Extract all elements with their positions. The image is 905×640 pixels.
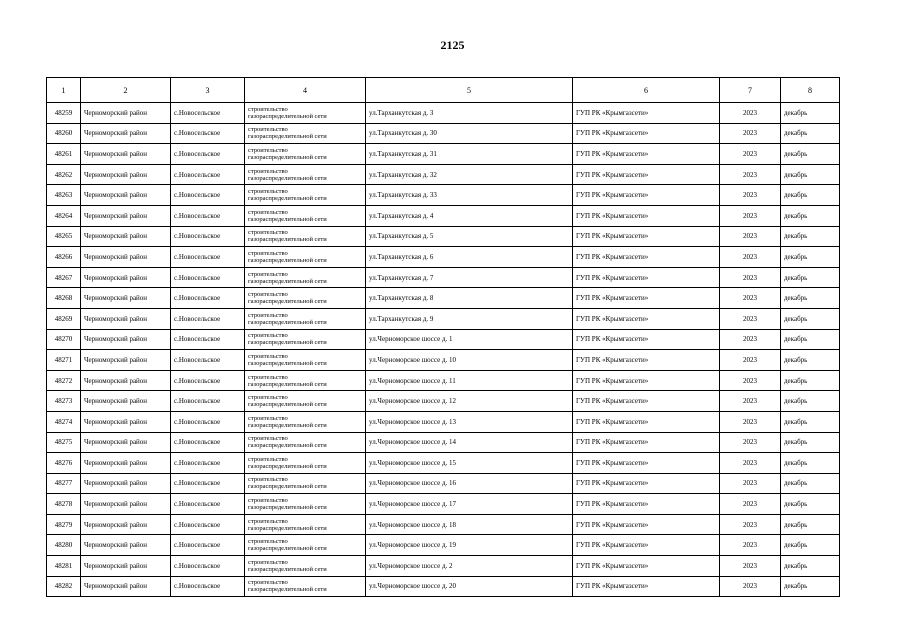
work-type-line2: газораспределительной сети xyxy=(248,339,327,347)
table-header xyxy=(47,78,840,103)
address-cell: ул.Черноморское шоссе д. 16 xyxy=(366,473,573,494)
organization-cell: ГУП РК «Крымгазсети» xyxy=(573,556,720,577)
address-cell: ул.Тарханкутская д. 33 xyxy=(366,185,573,206)
address-cell: ул.Черноморское шоссе д. 13 xyxy=(366,411,573,432)
organization-cell: ГУП РК «Крымгазсети» xyxy=(573,164,720,185)
organization-cell: ГУП РК «Крымгазсети» xyxy=(573,494,720,515)
work-type-cell xyxy=(245,514,366,535)
locality-cell: с.Новосельское xyxy=(171,164,245,185)
work-type-line2: газораспределительной сети xyxy=(248,153,327,161)
organization-cell: ГУП РК «Крымгазсети» xyxy=(573,288,720,309)
organization-cell: ГУП РК «Крымгазсети» xyxy=(573,411,720,432)
district-cell: Черноморский район xyxy=(81,308,171,329)
organization-cell: ГУП РК «Крымгазсети» xyxy=(573,535,720,556)
organization-cell: ГУП РК «Крымгазсети» xyxy=(573,514,720,535)
organization-cell: ГУП РК «Крымгазсети» xyxy=(573,308,720,329)
locality-cell: с.Новосельское xyxy=(171,576,245,597)
locality-cell: с.Новосельское xyxy=(171,267,245,288)
row-id-cell: 48264 xyxy=(47,205,81,226)
locality-cell: с.Новосельское xyxy=(171,247,245,268)
organization-cell: ГУП РК «Крымгазсети» xyxy=(573,473,720,494)
district-cell: Черноморский район xyxy=(81,205,171,226)
organization-cell: ГУП РК «Крымгазсети» xyxy=(573,267,720,288)
address-cell: ул.Черноморское шоссе д. 18 xyxy=(366,514,573,535)
work-type-line1: строительство xyxy=(248,208,288,216)
year-cell: 2023 xyxy=(720,556,781,577)
work-type-line1: строительство xyxy=(248,373,288,381)
work-type-cell xyxy=(245,226,366,247)
row-id-cell: 48262 xyxy=(47,164,81,185)
work-type-line1: строительство xyxy=(248,476,288,484)
row-id-cell: 48263 xyxy=(47,185,81,206)
month-cell: декабрь xyxy=(781,473,840,494)
address-cell: ул.Тарханкутская д. 4 xyxy=(366,205,573,226)
address-cell: ул.Тарханкутская д. 3 xyxy=(366,103,573,124)
row-id-cell: 48269 xyxy=(47,308,81,329)
locality-cell: с.Новосельское xyxy=(171,391,245,412)
row-id-cell: 48278 xyxy=(47,494,81,515)
table-row xyxy=(47,308,840,329)
work-type-line1: строительство xyxy=(248,517,288,525)
district-cell: Черноморский район xyxy=(81,453,171,474)
month-cell: декабрь xyxy=(781,535,840,556)
locality-cell: с.Новосельское xyxy=(171,308,245,329)
year-cell: 2023 xyxy=(720,226,781,247)
locality-cell: с.Новосельское xyxy=(171,473,245,494)
address-cell: ул.Черноморское шоссе д. 17 xyxy=(366,494,573,515)
work-type-cell xyxy=(245,494,366,515)
district-cell: Черноморский район xyxy=(81,267,171,288)
work-type-line1: строительство xyxy=(248,126,288,134)
organization-cell: ГУП РК «Крымгазсети» xyxy=(573,205,720,226)
work-type-line2: газораспределительной сети xyxy=(248,112,327,120)
year-cell: 2023 xyxy=(720,514,781,535)
district-cell: Черноморский район xyxy=(81,432,171,453)
organization-cell: ГУП РК «Крымгазсети» xyxy=(573,350,720,371)
organization-cell: ГУП РК «Крымгазсети» xyxy=(573,226,720,247)
row-id-cell: 48272 xyxy=(47,370,81,391)
table-row xyxy=(47,123,840,144)
locality-cell: с.Новосельское xyxy=(171,123,245,144)
work-type-line1: строительство xyxy=(248,146,288,154)
header-cell: 2 xyxy=(81,78,171,103)
work-type-line1: строительство xyxy=(248,229,288,237)
work-type-line2: газораспределительной сети xyxy=(248,318,327,326)
district-cell: Черноморский район xyxy=(81,185,171,206)
header-cell: 1 xyxy=(47,78,81,103)
row-id-cell: 48267 xyxy=(47,267,81,288)
address-cell: ул.Черноморское шоссе д. 15 xyxy=(366,453,573,474)
month-cell: декабрь xyxy=(781,185,840,206)
work-type-line1: строительство xyxy=(248,352,288,360)
row-id-cell: 48275 xyxy=(47,432,81,453)
district-cell: Черноморский район xyxy=(81,164,171,185)
month-cell: декабрь xyxy=(781,556,840,577)
table-row xyxy=(47,267,840,288)
organization-cell: ГУП РК «Крымгазсети» xyxy=(573,103,720,124)
work-type-cell xyxy=(245,411,366,432)
table-row xyxy=(47,453,840,474)
table-body xyxy=(47,103,840,597)
work-type-line1: строительство xyxy=(248,105,288,113)
organization-cell: ГУП РК «Крымгазсети» xyxy=(573,247,720,268)
work-type-cell xyxy=(245,453,366,474)
month-cell: декабрь xyxy=(781,514,840,535)
month-cell: декабрь xyxy=(781,308,840,329)
year-cell: 2023 xyxy=(720,288,781,309)
work-type-cell xyxy=(245,288,366,309)
work-type-line1: строительство xyxy=(248,579,288,587)
work-type-line2: газораспределительной сети xyxy=(248,462,327,470)
district-cell: Черноморский район xyxy=(81,514,171,535)
year-cell: 2023 xyxy=(720,453,781,474)
work-type-line2: газораспределительной сети xyxy=(248,174,327,182)
organization-cell: ГУП РК «Крымгазсети» xyxy=(573,391,720,412)
year-cell: 2023 xyxy=(720,267,781,288)
work-type-line2: газораспределительной сети xyxy=(248,586,327,594)
district-cell: Черноморский район xyxy=(81,144,171,165)
year-cell: 2023 xyxy=(720,247,781,268)
row-id-cell: 48281 xyxy=(47,556,81,577)
work-type-line2: газораспределительной сети xyxy=(248,504,327,512)
address-cell: ул.Тарханкутская д. 9 xyxy=(366,308,573,329)
row-id-cell: 48271 xyxy=(47,350,81,371)
address-cell: ул.Тарханкутская д. 6 xyxy=(366,247,573,268)
locality-cell: с.Новосельское xyxy=(171,411,245,432)
district-cell: Черноморский район xyxy=(81,391,171,412)
address-cell: ул.Тарханкутская д. 7 xyxy=(366,267,573,288)
header-cell: 7 xyxy=(720,78,781,103)
year-cell: 2023 xyxy=(720,576,781,597)
work-type-line1: строительство xyxy=(248,167,288,175)
district-cell: Черноморский район xyxy=(81,411,171,432)
work-type-cell xyxy=(245,123,366,144)
organization-cell: ГУП РК «Крымгазсети» xyxy=(573,329,720,350)
header-cell: 6 xyxy=(573,78,720,103)
month-cell: декабрь xyxy=(781,144,840,165)
district-cell: Черноморский район xyxy=(81,350,171,371)
locality-cell: с.Новосельское xyxy=(171,185,245,206)
address-cell: ул.Тарханкутская д. 5 xyxy=(366,226,573,247)
month-cell: декабрь xyxy=(781,370,840,391)
table-row xyxy=(47,411,840,432)
district-cell: Черноморский район xyxy=(81,247,171,268)
year-cell: 2023 xyxy=(720,308,781,329)
locality-cell: с.Новосельское xyxy=(171,432,245,453)
work-type-cell xyxy=(245,308,366,329)
address-cell: ул.Черноморское шоссе д. 11 xyxy=(366,370,573,391)
month-cell: декабрь xyxy=(781,453,840,474)
year-cell: 2023 xyxy=(720,494,781,515)
header-cell: 3 xyxy=(171,78,245,103)
table-row xyxy=(47,329,840,350)
row-id-cell: 48280 xyxy=(47,535,81,556)
work-type-line2: газораспределительной сети xyxy=(248,195,327,203)
table-row xyxy=(47,185,840,206)
table-row xyxy=(47,370,840,391)
work-type-line2: газораспределительной сети xyxy=(248,524,327,532)
table-row xyxy=(47,432,840,453)
work-type-line1: строительство xyxy=(248,332,288,340)
work-type-line1: строительство xyxy=(248,394,288,402)
month-cell: декабрь xyxy=(781,329,840,350)
work-type-cell xyxy=(245,556,366,577)
month-cell: декабрь xyxy=(781,288,840,309)
table-row xyxy=(47,164,840,185)
table-row xyxy=(47,350,840,371)
work-type-cell xyxy=(245,370,366,391)
table-row xyxy=(47,247,840,268)
month-cell: декабрь xyxy=(781,576,840,597)
work-type-cell xyxy=(245,391,366,412)
address-cell: ул.Черноморское шоссе д. 14 xyxy=(366,432,573,453)
month-cell: декабрь xyxy=(781,205,840,226)
organization-cell: ГУП РК «Крымгазсети» xyxy=(573,370,720,391)
work-type-line2: газораспределительной сети xyxy=(248,421,327,429)
month-cell: декабрь xyxy=(781,247,840,268)
address-cell: ул.Черноморское шоссе д. 2 xyxy=(366,556,573,577)
table-row xyxy=(47,205,840,226)
row-id-cell: 48270 xyxy=(47,329,81,350)
work-type-line1: строительство xyxy=(248,455,288,463)
year-cell: 2023 xyxy=(720,432,781,453)
locality-cell: с.Новосельское xyxy=(171,329,245,350)
work-type-cell xyxy=(245,185,366,206)
year-cell: 2023 xyxy=(720,411,781,432)
district-cell: Черноморский район xyxy=(81,288,171,309)
district-cell: Черноморский район xyxy=(81,473,171,494)
year-cell: 2023 xyxy=(720,473,781,494)
work-type-line1: строительство xyxy=(248,435,288,443)
locality-cell: с.Новосельское xyxy=(171,144,245,165)
locality-cell: с.Новосельское xyxy=(171,453,245,474)
header-cell: 5 xyxy=(366,78,573,103)
work-type-line1: строительство xyxy=(248,558,288,566)
year-cell: 2023 xyxy=(720,329,781,350)
row-id-cell: 48273 xyxy=(47,391,81,412)
work-type-line2: газораспределительной сети xyxy=(248,483,327,491)
organization-cell: ГУП РК «Крымгазсети» xyxy=(573,576,720,597)
year-cell: 2023 xyxy=(720,205,781,226)
locality-cell: с.Новосельское xyxy=(171,288,245,309)
table-row xyxy=(47,288,840,309)
table-row xyxy=(47,556,840,577)
locality-cell: с.Новосельское xyxy=(171,103,245,124)
month-cell: декабрь xyxy=(781,226,840,247)
month-cell: декабрь xyxy=(781,123,840,144)
register-table xyxy=(46,77,840,597)
work-type-line2: газораспределительной сети xyxy=(248,298,327,306)
work-type-cell xyxy=(245,432,366,453)
row-id-cell: 48277 xyxy=(47,473,81,494)
work-type-line2: газораспределительной сети xyxy=(248,565,327,573)
address-cell: ул.Тарханкутская д. 31 xyxy=(366,144,573,165)
locality-cell: с.Новосельское xyxy=(171,514,245,535)
locality-cell: с.Новосельское xyxy=(171,226,245,247)
year-cell: 2023 xyxy=(720,535,781,556)
organization-cell: ГУП РК «Крымгазсети» xyxy=(573,123,720,144)
row-id-cell: 48259 xyxy=(47,103,81,124)
work-type-cell xyxy=(245,535,366,556)
work-type-cell xyxy=(245,247,366,268)
address-cell: ул.Тарханкутская д. 32 xyxy=(366,164,573,185)
month-cell: декабрь xyxy=(781,267,840,288)
organization-cell: ГУП РК «Крымгазсети» xyxy=(573,185,720,206)
header-cell: 8 xyxy=(781,78,840,103)
district-cell: Черноморский район xyxy=(81,576,171,597)
month-cell: декабрь xyxy=(781,391,840,412)
row-id-cell: 48260 xyxy=(47,123,81,144)
month-cell: декабрь xyxy=(781,164,840,185)
district-cell: Черноморский район xyxy=(81,123,171,144)
table-row xyxy=(47,226,840,247)
work-type-cell xyxy=(245,103,366,124)
header-row xyxy=(47,78,840,103)
address-cell: ул.Черноморское шоссе д. 1 xyxy=(366,329,573,350)
work-type-line2: газораспределительной сети xyxy=(248,442,327,450)
work-type-line2: газораспределительной сети xyxy=(248,401,327,409)
district-cell: Черноморский район xyxy=(81,329,171,350)
month-cell: декабрь xyxy=(781,494,840,515)
month-cell: декабрь xyxy=(781,103,840,124)
work-type-line1: строительство xyxy=(248,270,288,278)
address-cell: ул.Черноморское шоссе д. 19 xyxy=(366,535,573,556)
address-cell: ул.Тарханкутская д. 30 xyxy=(366,123,573,144)
address-cell: ул.Черноморское шоссе д. 20 xyxy=(366,576,573,597)
table-row xyxy=(47,494,840,515)
year-cell: 2023 xyxy=(720,103,781,124)
locality-cell: с.Новосельское xyxy=(171,350,245,371)
work-type-line2: газораспределительной сети xyxy=(248,256,327,264)
work-type-line2: газораспределительной сети xyxy=(248,133,327,141)
row-id-cell: 48282 xyxy=(47,576,81,597)
locality-cell: с.Новосельское xyxy=(171,370,245,391)
work-type-cell xyxy=(245,576,366,597)
month-cell: декабрь xyxy=(781,411,840,432)
header-cell: 4 xyxy=(245,78,366,103)
row-id-cell: 48261 xyxy=(47,144,81,165)
row-id-cell: 48274 xyxy=(47,411,81,432)
work-type-cell xyxy=(245,329,366,350)
work-type-line1: строительство xyxy=(248,249,288,257)
row-id-cell: 48268 xyxy=(47,288,81,309)
work-type-line2: газораспределительной сети xyxy=(248,380,327,388)
year-cell: 2023 xyxy=(720,164,781,185)
work-type-line1: строительство xyxy=(248,311,288,319)
work-type-line1: строительство xyxy=(248,291,288,299)
district-cell: Черноморский район xyxy=(81,103,171,124)
district-cell: Черноморский район xyxy=(81,494,171,515)
row-id-cell: 48279 xyxy=(47,514,81,535)
year-cell: 2023 xyxy=(720,350,781,371)
district-cell: Черноморский район xyxy=(81,226,171,247)
work-type-cell xyxy=(245,267,366,288)
work-type-cell xyxy=(245,350,366,371)
locality-cell: с.Новосельское xyxy=(171,205,245,226)
row-id-cell: 48266 xyxy=(47,247,81,268)
address-cell: ул.Черноморское шоссе д. 12 xyxy=(366,391,573,412)
table-row xyxy=(47,103,840,124)
month-cell: декабрь xyxy=(781,350,840,371)
table-row xyxy=(47,514,840,535)
address-cell: ул.Тарханкутская д. 8 xyxy=(366,288,573,309)
work-type-line2: газораспределительной сети xyxy=(248,359,327,367)
work-type-cell xyxy=(245,205,366,226)
year-cell: 2023 xyxy=(720,370,781,391)
district-cell: Черноморский район xyxy=(81,556,171,577)
table-row xyxy=(47,391,840,412)
work-type-line1: строительство xyxy=(248,414,288,422)
organization-cell: ГУП РК «Крымгазсети» xyxy=(573,432,720,453)
month-cell: декабрь xyxy=(781,432,840,453)
work-type-cell xyxy=(245,144,366,165)
work-type-cell xyxy=(245,164,366,185)
table-row xyxy=(47,144,840,165)
work-type-line2: газораспределительной сети xyxy=(248,236,327,244)
work-type-line1: строительство xyxy=(248,188,288,196)
year-cell: 2023 xyxy=(720,185,781,206)
table-row xyxy=(47,576,840,597)
address-cell: ул.Черноморское шоссе д. 10 xyxy=(366,350,573,371)
year-cell: 2023 xyxy=(720,123,781,144)
work-type-line2: газораспределительной сети xyxy=(248,277,327,285)
organization-cell: ГУП РК «Крымгазсети» xyxy=(573,453,720,474)
year-cell: 2023 xyxy=(720,144,781,165)
work-type-line2: газораспределительной сети xyxy=(248,215,327,223)
locality-cell: с.Новосельское xyxy=(171,535,245,556)
work-type-cell xyxy=(245,473,366,494)
row-id-cell: 48265 xyxy=(47,226,81,247)
work-type-line1: строительство xyxy=(248,538,288,546)
table-row xyxy=(47,535,840,556)
organization-cell: ГУП РК «Крымгазсети» xyxy=(573,144,720,165)
row-id-cell: 48276 xyxy=(47,453,81,474)
work-type-line1: строительство xyxy=(248,497,288,505)
table-row xyxy=(47,473,840,494)
page-number: 2125 xyxy=(440,38,465,52)
locality-cell: с.Новосельское xyxy=(171,494,245,515)
district-cell: Черноморский район xyxy=(81,535,171,556)
district-cell: Черноморский район xyxy=(81,370,171,391)
locality-cell: с.Новосельское xyxy=(171,556,245,577)
work-type-line2: газораспределительной сети xyxy=(248,545,327,553)
year-cell: 2023 xyxy=(720,391,781,412)
